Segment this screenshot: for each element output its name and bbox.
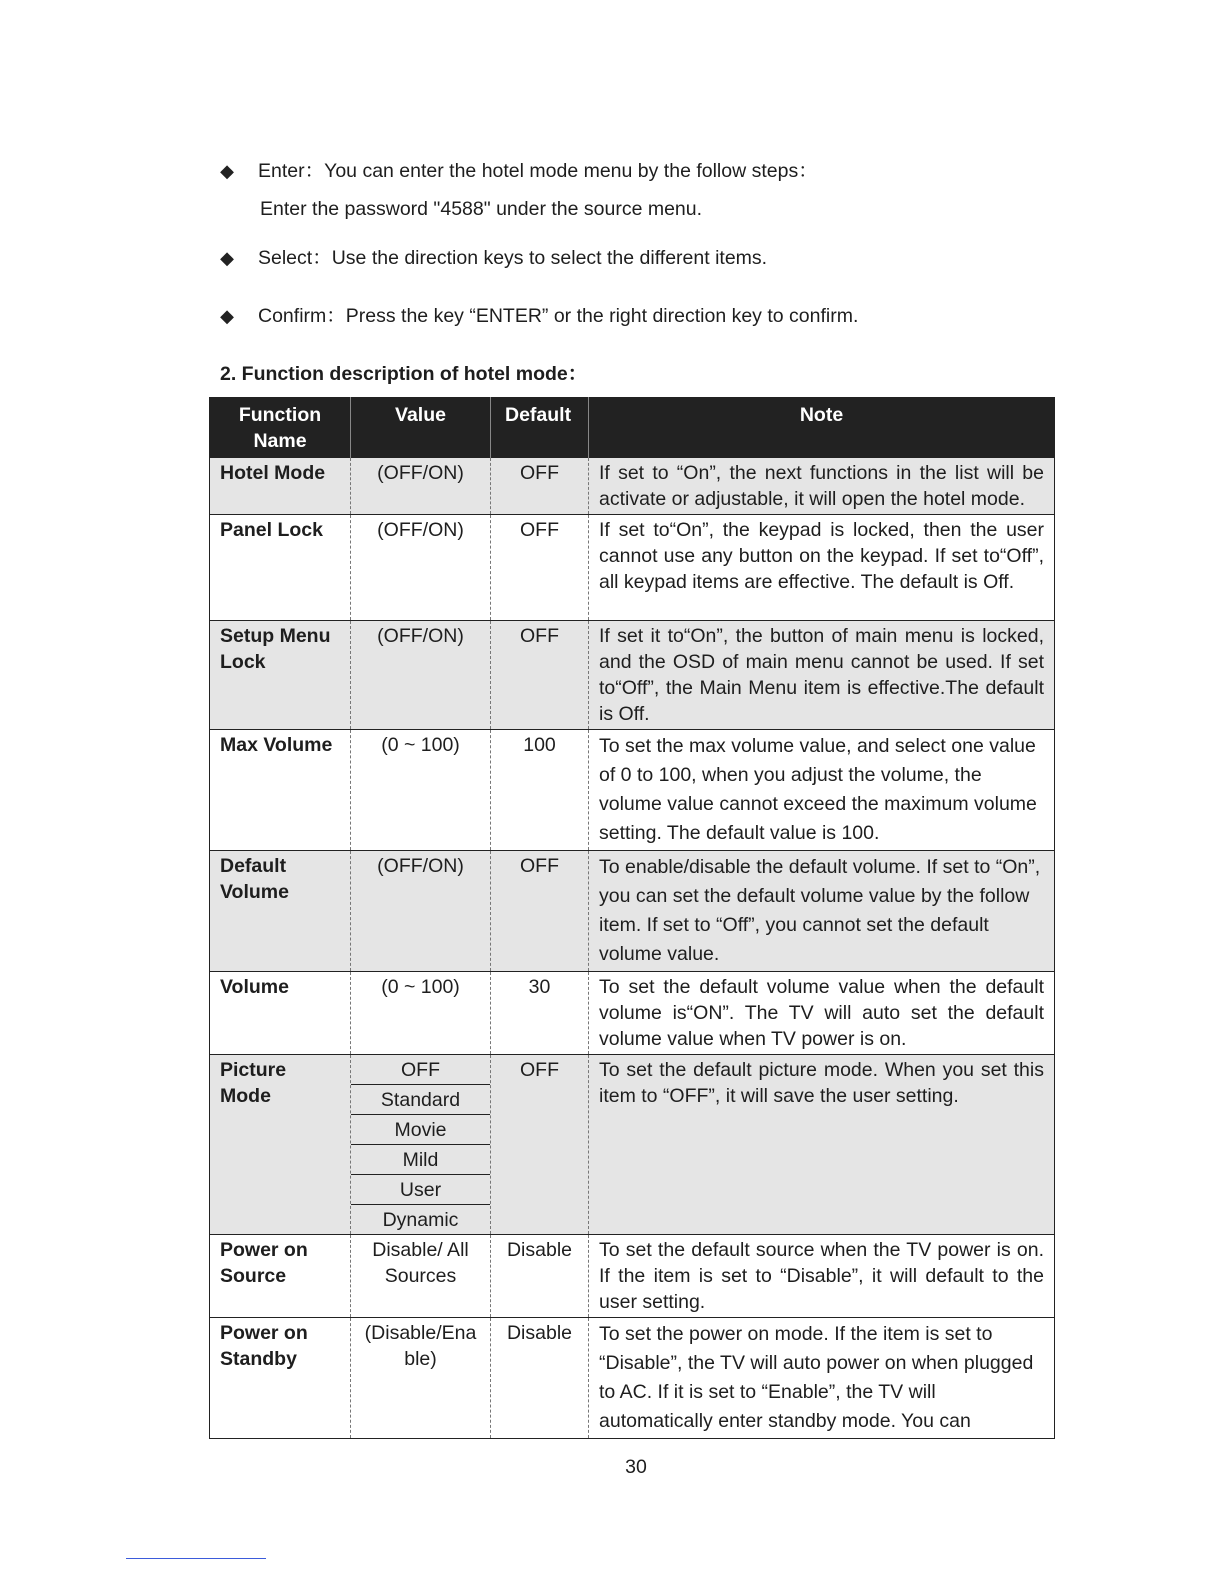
table-row	[210, 458, 1055, 515]
row-note: If set to “On”, the next functions in the list will be activate or adjustable, it will open the hotel mode.	[589, 458, 1055, 515]
row-default: 30	[491, 972, 589, 1055]
table-row	[210, 621, 1055, 730]
row-note: To set the default source when the TV power is on. If the item is set to “Disable”, it will default to the user setting.	[589, 1235, 1055, 1318]
header-value: Value	[351, 398, 491, 458]
picture-mode-option: Mild	[351, 1145, 490, 1175]
row-function-name: Max Volume	[210, 730, 351, 851]
row-function-name: Panel Lock	[210, 515, 351, 621]
picture-mode-option: Dynamic	[382, 1209, 459, 1231]
row-function-name: Power on Standby	[210, 1318, 351, 1439]
row-value: (OFF/ON)	[351, 621, 491, 730]
row-value: (OFF/ON)	[351, 458, 491, 515]
table-row	[210, 730, 1055, 851]
footer-rule	[126, 1558, 266, 1559]
black-diamond-icon: ◆	[220, 306, 234, 326]
hotel-mode-table	[209, 397, 1055, 1439]
row-function-name: Default Volume	[210, 851, 351, 972]
black-diamond-icon: ◆	[220, 248, 234, 268]
page-number: 30	[625, 1456, 647, 1478]
bullet-text: Use the direction keys to select the different items.	[331, 247, 768, 269]
black-diamond-icon: ◆	[220, 161, 234, 181]
bullet-enter: ◆ Enter：You can enter the hotel mode menu by the follow steps：	[220, 160, 818, 182]
row-value: (OFF/ON)	[351, 851, 491, 972]
table-row	[210, 972, 1055, 1055]
row-default: OFF	[491, 458, 589, 515]
header-function-name: Function Name	[210, 398, 351, 458]
bullet-select: ◆ Select：Use the direction keys to select the different items.	[220, 247, 768, 269]
section-title: 2. Function description of hotel mode：	[220, 363, 588, 385]
table-row	[210, 515, 1055, 621]
bullet-label: Enter	[258, 160, 305, 182]
row-default: 100	[491, 730, 589, 851]
table-row	[210, 1235, 1055, 1318]
row-function-name: Volume	[210, 972, 351, 1055]
table-row	[210, 851, 1055, 972]
row-value: (0 ~ 100)	[351, 730, 491, 851]
picture-mode-option: User	[351, 1175, 490, 1205]
bullet-label: Confirm	[258, 305, 327, 327]
row-value: (OFF/ON)	[351, 515, 491, 621]
row-default: Disable	[491, 1235, 589, 1318]
picture-mode-option: OFF	[351, 1055, 490, 1085]
bullet-label: Select	[258, 247, 313, 269]
row-function-name: Setup Menu Lock	[210, 621, 351, 730]
row-note: To set the max volume value, and select one value of 0 to 100, when you adjust the volume, the volume value cannot exceed the maximum volume setting. The default value is 100.	[589, 730, 1055, 851]
row-note: To set the default picture mode. When you set this item to “OFF”, it will save the user setting.	[589, 1055, 1055, 1235]
picture-mode-options	[351, 1055, 491, 1235]
row-function-name: Picture Mode	[210, 1055, 351, 1235]
row-default: OFF	[491, 1055, 589, 1235]
bullet-text: Press the key “ENTER” or the right direction key to confirm.	[345, 305, 859, 327]
table-row	[210, 1318, 1055, 1439]
bullet-confirm: ◆ Confirm：Press the key “ENTER” or the right direction key to confirm.	[220, 305, 859, 327]
row-note: If set to“On”, the keypad is locked, then the user cannot use any button on the keypad. If set to“Off”, all keypad items are effective. The default is Off.	[589, 515, 1055, 621]
picture-mode-option: Standard	[351, 1085, 490, 1115]
header-note: Note	[589, 398, 1055, 458]
row-value: (0 ~ 100)	[351, 972, 491, 1055]
row-note: To set the default volume value when the default volume is“ON”. The TV will auto set the default volume value when TV power is on.	[589, 972, 1055, 1055]
header-default: Default	[491, 398, 589, 458]
row-default: Disable	[491, 1318, 589, 1439]
row-function-name: Hotel Mode	[210, 458, 351, 515]
bullet-text: You can enter the hotel mode menu by the follow steps：	[324, 160, 818, 182]
row-value: (Disable/Ena ble)	[351, 1318, 491, 1439]
row-function-name: Power on Source	[210, 1235, 351, 1318]
row-default: OFF	[491, 621, 589, 730]
row-default: OFF	[491, 515, 589, 621]
table-row	[210, 1055, 1055, 1235]
row-note: To enable/disable the default volume. If set to “On”, you can set the default volume value by the follow item. If set to “Off”, you cannot set the default volume value.	[589, 851, 1055, 972]
table-header-row	[210, 398, 1055, 458]
picture-mode-option: Movie	[351, 1115, 490, 1145]
row-value: Disable/ All Sources	[351, 1235, 491, 1318]
row-default: OFF	[491, 851, 589, 972]
enter-subline: Enter the password "4588" under the source menu.	[260, 198, 703, 220]
row-note: To set the power on mode. If the item is set to “Disable”, the TV will auto power on when plugged to AC. If it is set to “Enable”, the TV will automatically enter standby mode. You can	[589, 1318, 1055, 1439]
row-note: If set it to“On”, the button of main menu is locked, and the OSD of main menu cannot be used. If set to“Off”, the Main Menu item is effective.The default is Off.	[589, 621, 1055, 730]
